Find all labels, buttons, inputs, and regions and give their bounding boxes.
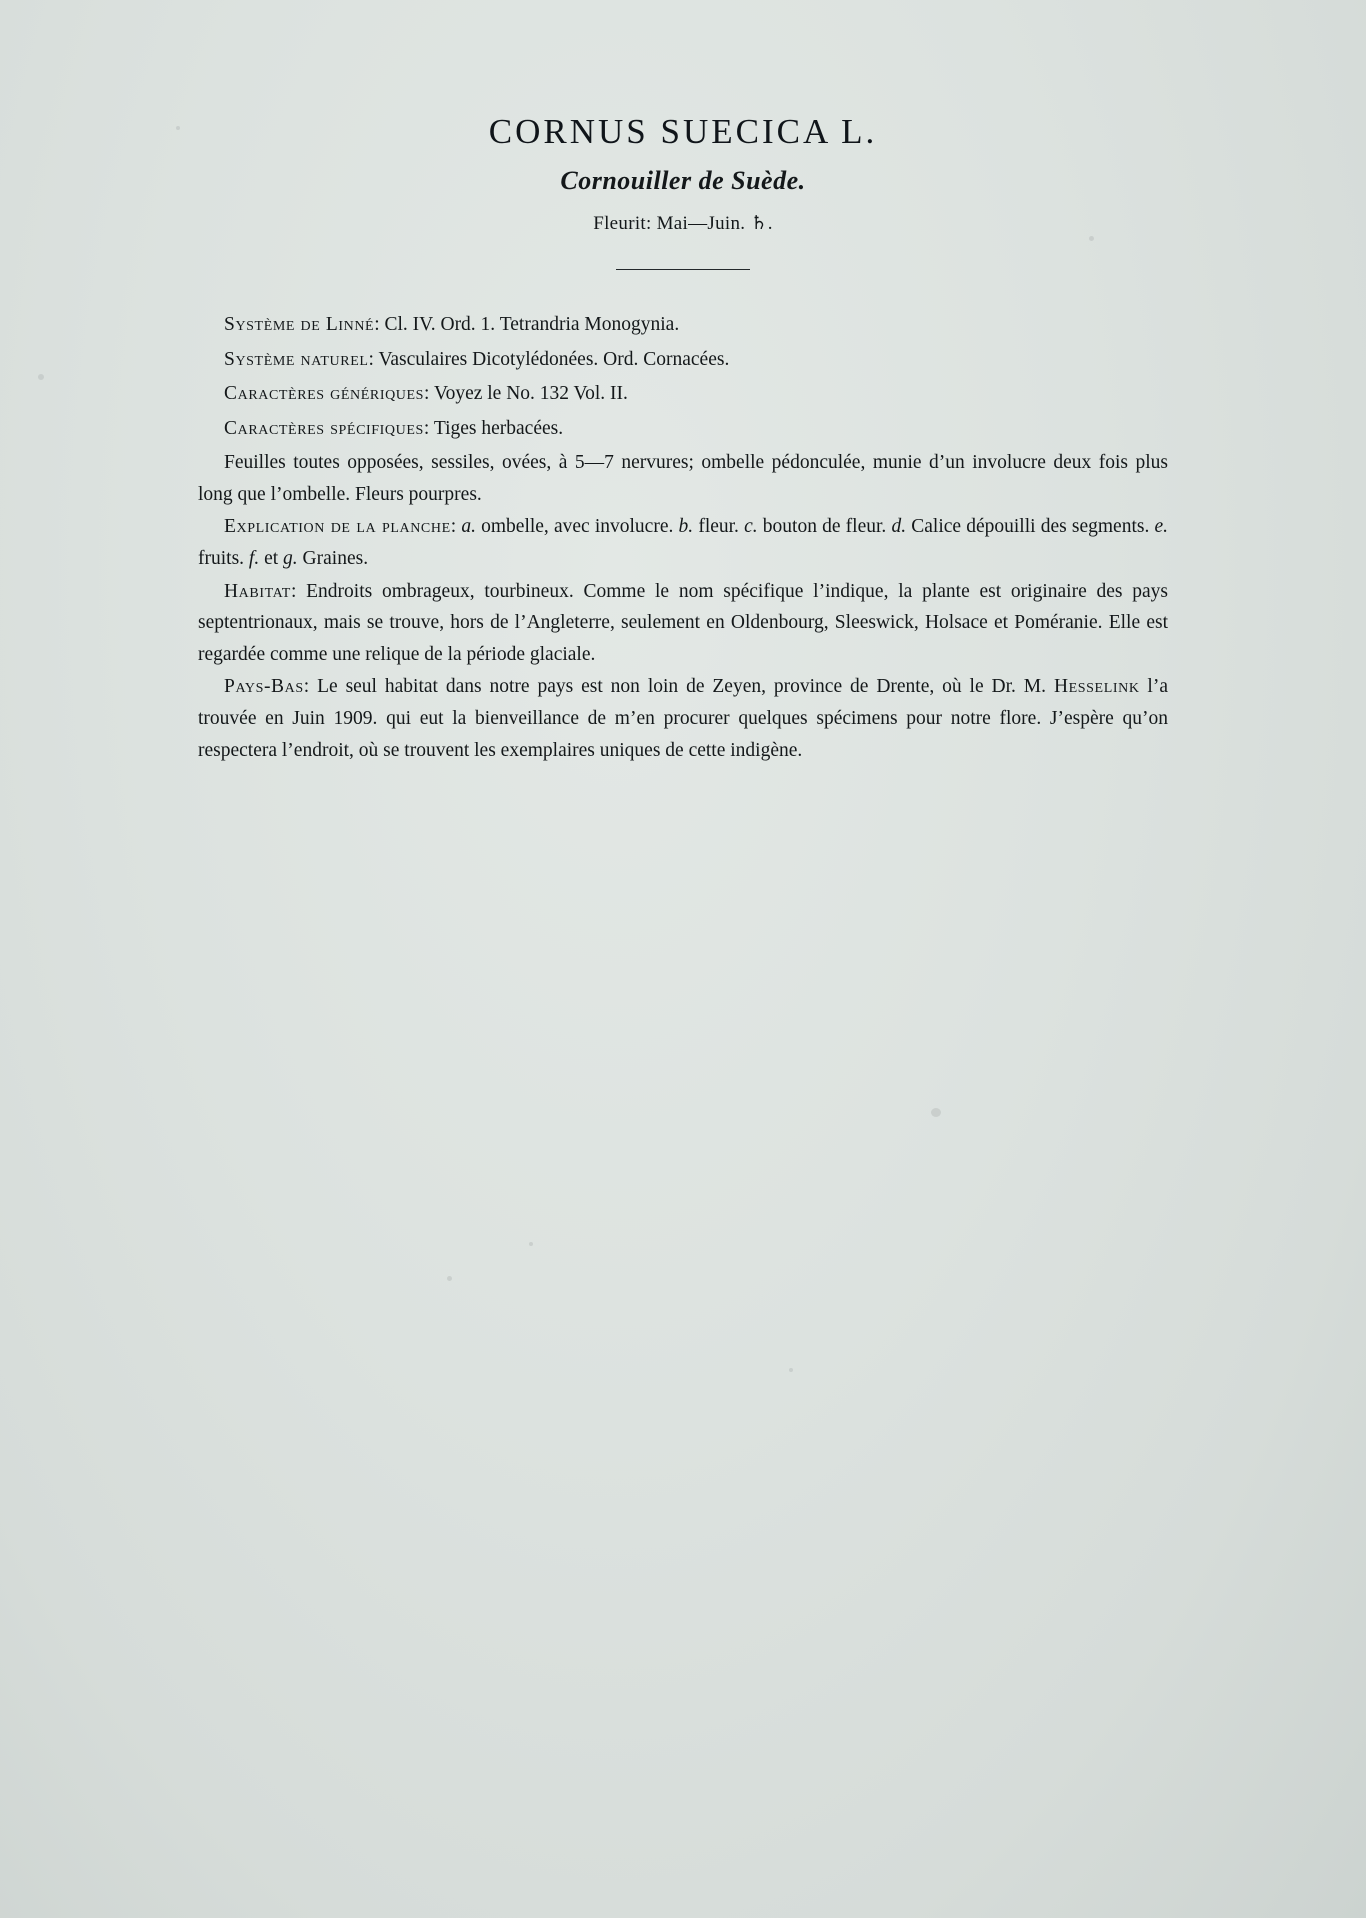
entry-label: Système naturel — [224, 348, 369, 370]
plate-item-d: d. — [891, 516, 907, 538]
entry-label: Système de Linné — [224, 314, 375, 335]
plate-item-e: e. — [1154, 516, 1169, 538]
plate-explanation-paragraph — [198, 511, 1168, 574]
page-subtitle: Cornouiller de Suède. — [560, 166, 806, 195]
horizontal-rule — [616, 269, 750, 270]
plate-item-f: f. — [248, 548, 260, 570]
habitat-label: Habitat — [224, 580, 291, 602]
entry-separator: : — [423, 417, 434, 439]
entry-separator: : — [374, 314, 385, 335]
entry-value: Tiges herbacées. — [433, 417, 564, 439]
paper-speck — [931, 1108, 941, 1117]
plate-item-g: g. — [283, 548, 298, 570]
entry-systeme-naturel — [198, 344, 1168, 376]
entry-separator: : — [424, 383, 434, 405]
page-title: CORNUS SUECICA L. — [488, 112, 878, 151]
entry-caracteres-specifiques — [198, 413, 1168, 445]
body-text — [198, 309, 1168, 766]
plate-item-c-text: bouton de fleur. — [757, 516, 892, 538]
description-paragraph: Feuilles toutes opposées, sessiles, ovées, à 5—7 nervures; ombelle pédonculée, munie d’un involucre deux fois plus long que l’ombelle. Fleurs pourpres. — [198, 452, 1168, 505]
entry-label: Caractères génériques — [224, 383, 425, 405]
plate-item-a: a. — [461, 516, 476, 538]
entry-label: Caractères spécifiques — [224, 417, 424, 439]
document-page — [0, 0, 1366, 767]
entry-value: Cl. IV. Ord. 1. Tetrandria Monogynia. — [384, 314, 680, 335]
plate-item-d-text: Calice dépouilli des segments. — [906, 516, 1155, 538]
collector-name: Hesselink — [1053, 676, 1140, 698]
plate-item-f-text: et — [259, 548, 284, 570]
paper-speck — [529, 1242, 533, 1246]
habitat-text: Endroits ombrageux, tourbineux. Comme le nom spécifique l’indique, la plante est originaire des pays septentrionaux, mais se trouve, hors de l’Angleterre, seulement en Oldenbourg, Sleeswick, Holsace et Poméranie. Elle est regardée comme une relique de la période glaciale. — [198, 580, 1169, 665]
netherlands-label: Pays-Bas — [224, 676, 304, 698]
plate-separator: : — [450, 516, 462, 538]
plate-item-g-text: Graines. — [297, 548, 369, 570]
plate-item-a-text: ombelle, avec involucre. — [475, 516, 679, 538]
entry-value: Vasculaires Dicotylédonées. Ord. Cornacées. — [378, 348, 730, 370]
divider — [0, 257, 1366, 275]
plate-label: Explication de la planche — [224, 516, 451, 538]
entry-systeme-de-linne — [198, 309, 1168, 341]
paper-speck — [789, 1368, 793, 1372]
netherlands-separator: : — [303, 676, 318, 698]
habitat-paragraph — [198, 576, 1168, 671]
netherlands-paragraph — [198, 671, 1168, 766]
netherlands-text-after: l’a trouvée en Juin 1909. qui eut la bienveillance de m’en procurer quelques spécimens pour notre flore. J’espère qu’on respectera l’endroit, où se trouvent les exemplaires uniques de cette indigène. — [198, 676, 1169, 761]
plate-item-b: b. — [678, 516, 694, 538]
plate-item-c: c. — [744, 516, 758, 538]
entry-separator: : — [368, 348, 379, 370]
plate-item-b-text: fleur. — [693, 516, 745, 538]
plate-item-e-text: fruits. — [198, 548, 249, 570]
entry-value: Voyez le No. 132 Vol. II. — [434, 383, 628, 405]
flowering-period: Fleurit: Mai—Juin. ♄. — [593, 213, 773, 234]
netherlands-text-before: Le seul habitat dans notre pays est non loin de Zeyen, province de Drente, où le Dr. M. — [317, 676, 1054, 698]
paper-speck — [447, 1276, 452, 1281]
entry-caracteres-generiques — [198, 378, 1168, 410]
habitat-separator: : — [290, 580, 307, 602]
